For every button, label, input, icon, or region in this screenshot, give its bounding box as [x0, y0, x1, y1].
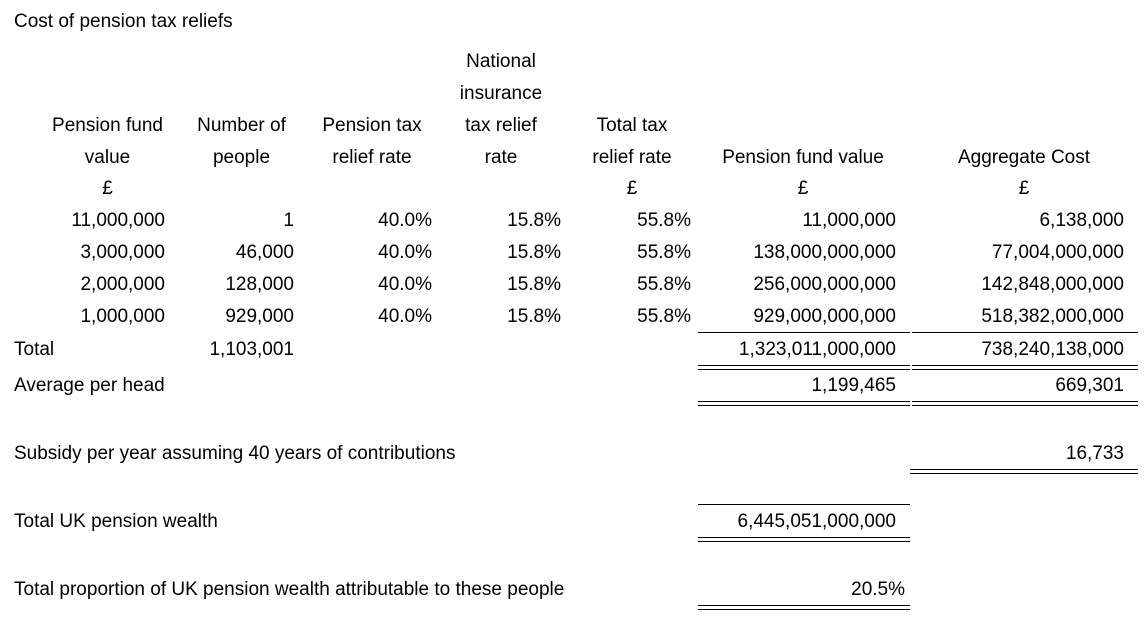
cell-total-rate: 55.8% [637, 274, 691, 295]
subsidy-label: Subsidy per year assuming 40 years of contributions [14, 443, 456, 464]
cell-total-rate: 55.8% [637, 242, 691, 263]
cell-pension-value: 138,000,000,000 [753, 242, 896, 263]
cell-ni-rate: 15.8% [507, 210, 561, 231]
total-double-rule-pension-value [698, 365, 910, 370]
cell-fund-value: 3,000,000 [80, 242, 165, 263]
header-fund-value-line1: Pension fund [52, 115, 163, 136]
cell-tax-rate: 40.0% [378, 210, 432, 231]
proportion-double-rule [698, 605, 910, 610]
average-double-rule-aggregate [912, 401, 1138, 406]
cell-aggregate: 6,138,000 [1039, 210, 1124, 231]
cell-tax-rate: 40.0% [378, 306, 432, 327]
total-aggregate: 738,240,138,000 [981, 339, 1124, 360]
average-double-rule-pension-value [698, 401, 910, 406]
total-label: Total [14, 339, 55, 360]
uk-wealth-label: Total UK pension wealth [14, 511, 218, 532]
subtotal-rule-pension-value [698, 332, 910, 333]
cell-people: 1 [283, 210, 294, 231]
header-fund-value-line2: value [84, 147, 131, 168]
cell-people: 46,000 [235, 242, 294, 263]
header-total-rate-unit: £ [626, 178, 638, 199]
header-ni-rate-line4: rate [484, 147, 518, 168]
cell-ni-rate: 15.8% [507, 306, 561, 327]
cell-aggregate: 518,382,000,000 [981, 306, 1124, 327]
header-people-line1: Number of [197, 115, 286, 136]
cell-fund-value: 2,000,000 [80, 274, 165, 295]
header-aggregate-line1: Aggregate Cost [957, 147, 1091, 168]
header-ni-rate-line2: insurance [459, 83, 543, 104]
total-pension-value: 1,323,011,000,000 [738, 339, 896, 360]
cell-ni-rate: 15.8% [507, 274, 561, 295]
header-pension-value-unit: £ [797, 178, 809, 199]
proportion-value: 20.5% [851, 579, 905, 600]
cell-tax-rate: 40.0% [378, 242, 432, 263]
cell-total-rate: 55.8% [637, 306, 691, 327]
header-people-line2: people [212, 147, 271, 168]
uk-wealth-value: 6,445,051,000,000 [737, 511, 896, 532]
cell-aggregate: 77,004,000,000 [991, 242, 1124, 263]
cell-aggregate: 142,848,000,000 [981, 274, 1124, 295]
header-total-rate-line2: relief rate [592, 147, 672, 168]
cell-people: 128,000 [225, 274, 294, 295]
subsidy-value: 16,733 [1065, 443, 1124, 464]
header-tax-rate-line2: relief rate [332, 147, 412, 168]
header-total-rate-line1: Total tax [596, 115, 668, 136]
cell-fund-value: 11,000,000 [71, 210, 165, 231]
cell-pension-value: 929,000,000,000 [753, 306, 896, 327]
page-title: Cost of pension tax reliefs [14, 11, 233, 32]
cell-pension-value: 11,000,000 [802, 210, 896, 231]
header-aggregate-unit: £ [1018, 178, 1030, 199]
cell-ni-rate: 15.8% [507, 242, 561, 263]
header-tax-rate-line1: Pension tax [322, 115, 422, 136]
cell-tax-rate: 40.0% [378, 274, 432, 295]
total-people: 1,103,001 [209, 339, 294, 360]
subtotal-rule-aggregate [912, 332, 1138, 333]
total-double-rule-aggregate [912, 365, 1138, 370]
cell-total-rate: 55.8% [637, 210, 691, 231]
header-fund-value-unit: £ [102, 178, 113, 199]
uk-wealth-double-rule [698, 537, 910, 542]
uk-wealth-top-rule [698, 504, 910, 505]
cell-people: 929,000 [225, 306, 294, 327]
average-label: Average per head [14, 375, 165, 396]
average-pension-value: 1,199,465 [811, 375, 896, 396]
header-ni-rate-line1: National [466, 51, 536, 72]
cell-pension-value: 256,000,000,000 [753, 274, 896, 295]
header-ni-rate-line3: tax relief [465, 115, 537, 136]
subsidy-double-rule [910, 469, 1138, 474]
cell-fund-value: 1,000,000 [80, 306, 165, 327]
average-aggregate: 669,301 [1055, 375, 1124, 396]
proportion-label: Total proportion of UK pension wealth attributable to these people [14, 579, 565, 600]
header-pension-value-line1: Pension fund value [722, 147, 884, 168]
